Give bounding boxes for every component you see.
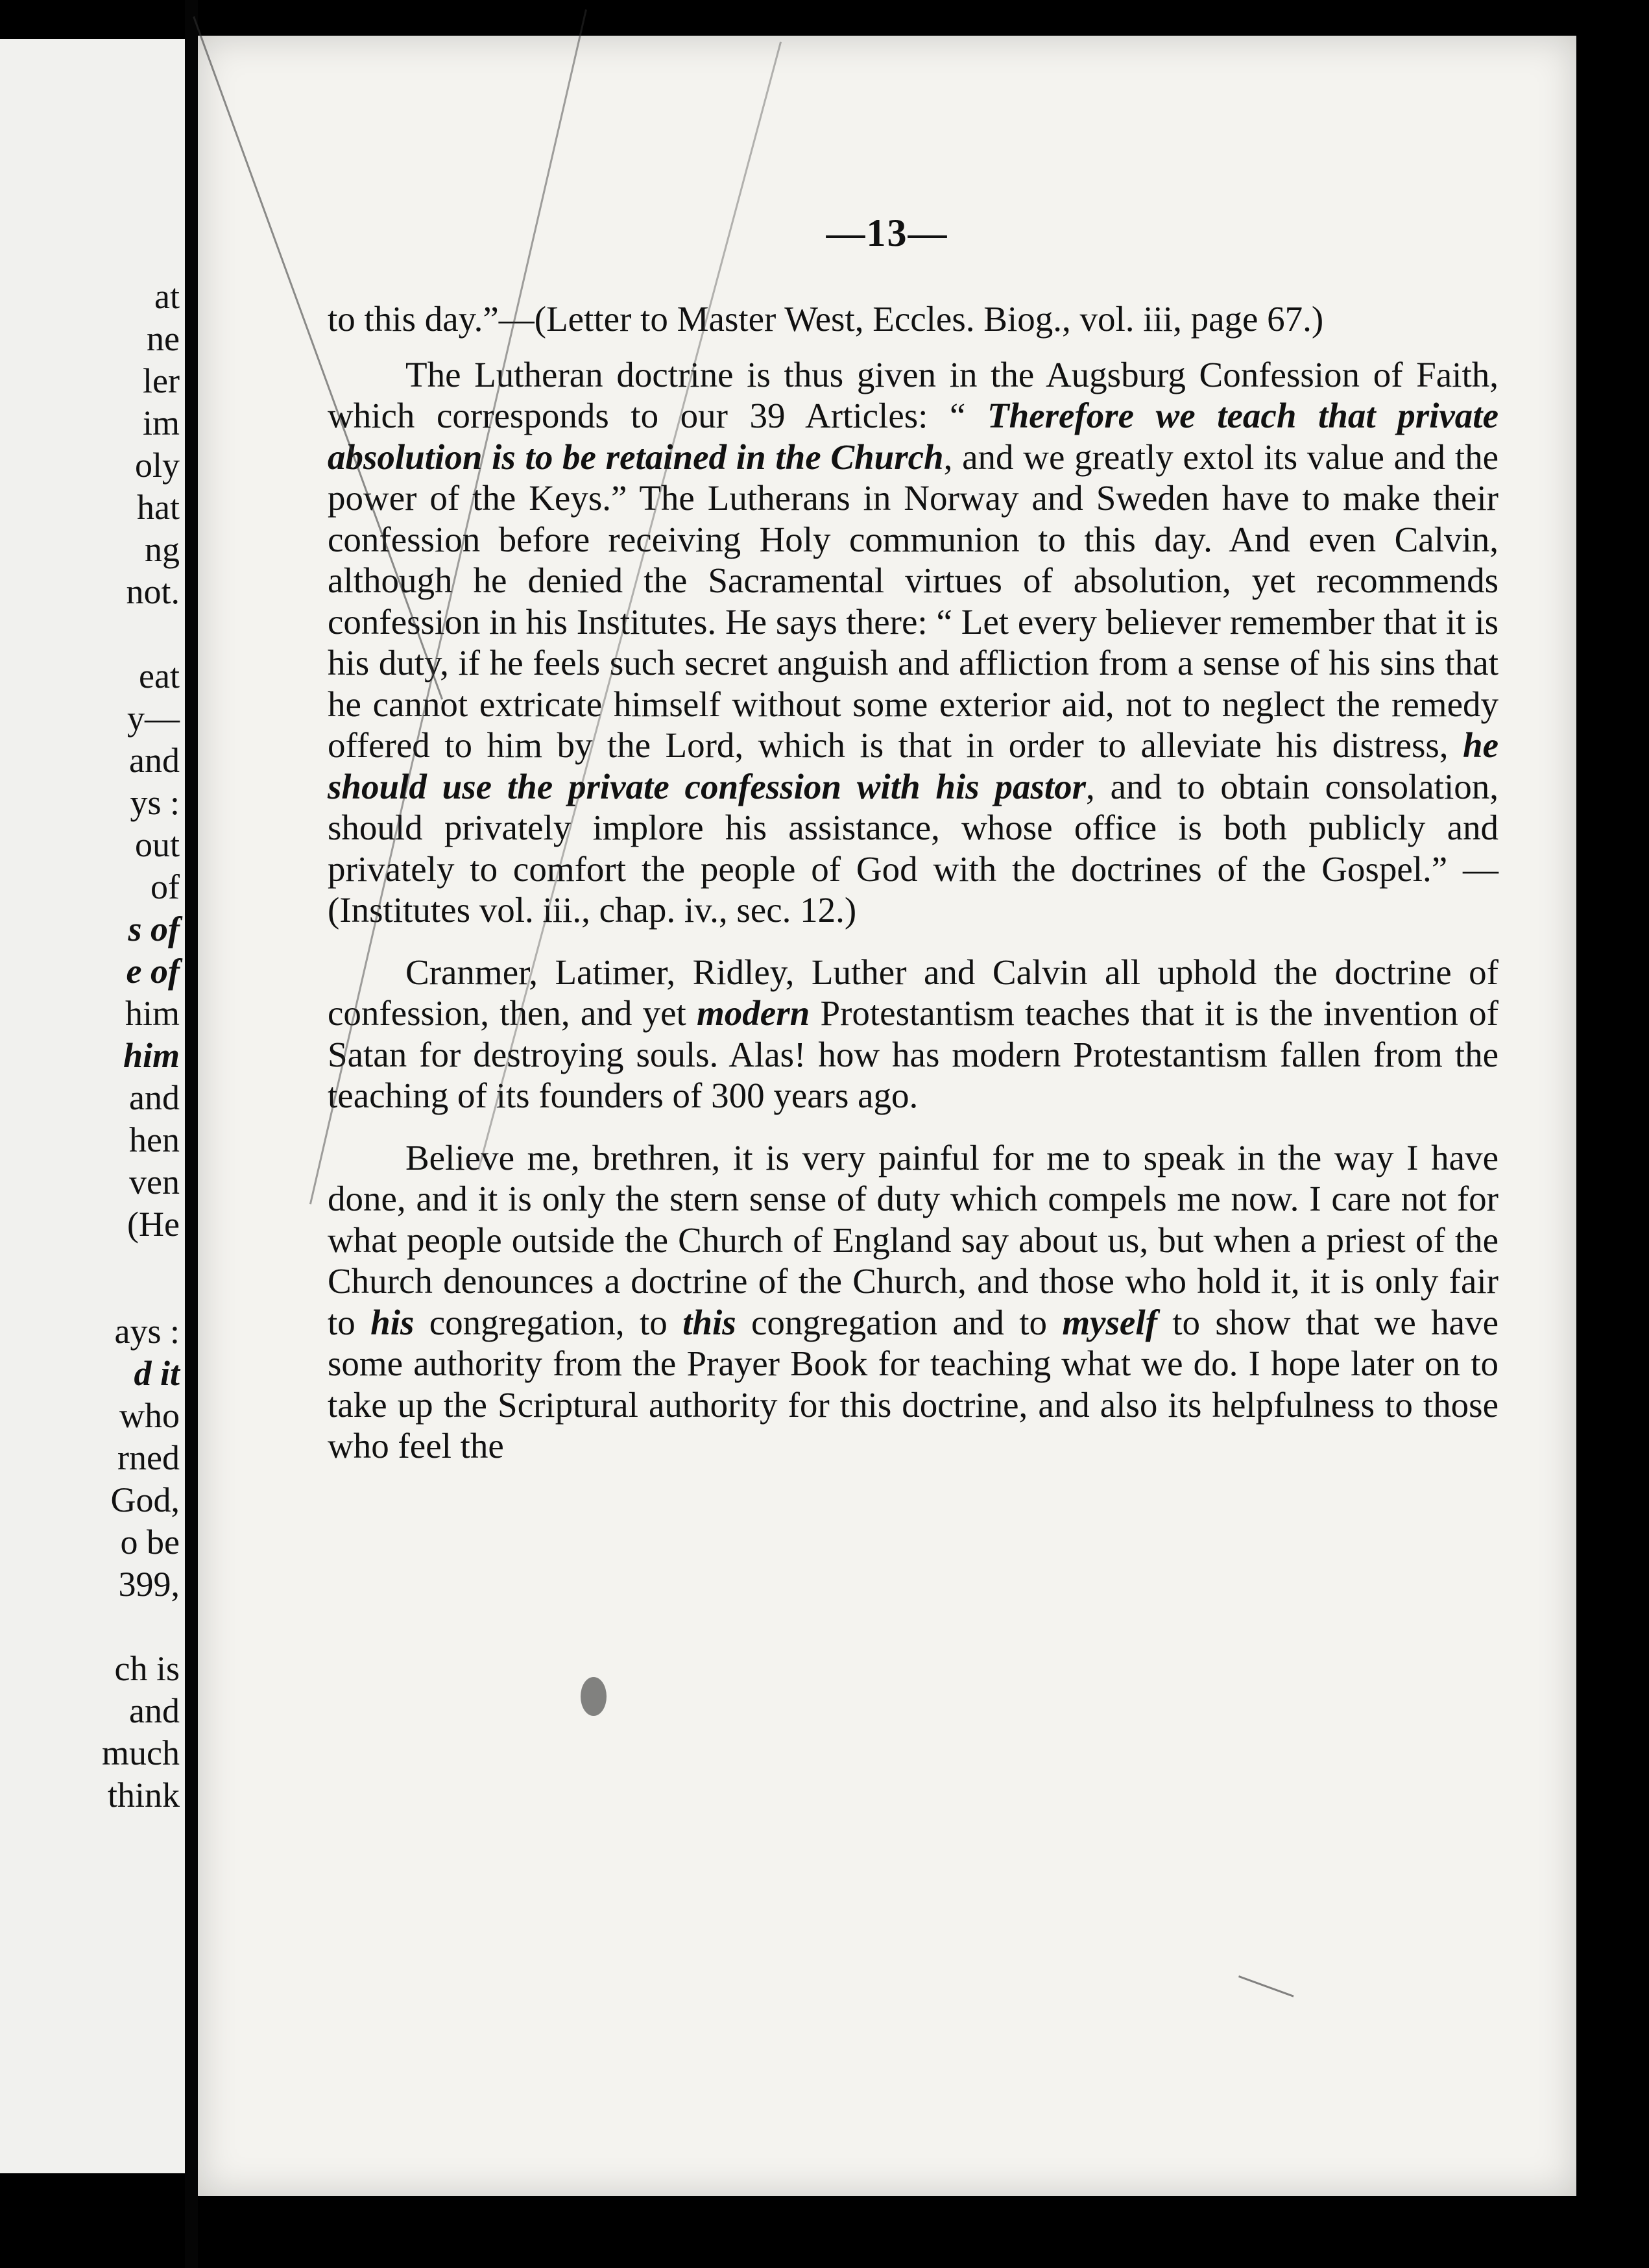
adjacent-line-ending: much xyxy=(102,1733,180,1772)
adjacent-line-ending: o be xyxy=(120,1523,180,1562)
adjacent-line-ending: think xyxy=(107,1776,180,1815)
text-run: Cranmer, Latimer, Ridley, Luther and Calvin all uphold the doctrine of confession, then, and yet xyxy=(328,952,1499,1033)
adjacent-line-ending: God, xyxy=(110,1480,180,1519)
text-run: to show that we have some authority from the Prayer Book for teaching what we do. I hope later on to take up the Scriptural authority for this doctrine, and also its helpfulness to those who feel the xyxy=(328,1302,1499,1466)
italic-text: Therefore we teach that private absolution is to be retained in the Church xyxy=(328,396,1499,477)
text-run: Believe me, brethren, it is very painful for me to speak in the way I have done, and it is only the stern sense of duty which compels me now. I care not for what people outside the Church of England say about us, but when a priest of the Church denounces a doctrine of the Church, and those who hold it, it is only fair to xyxy=(328,1137,1499,1342)
italic-text: myself xyxy=(1062,1302,1157,1342)
adjacent-line-ending: im xyxy=(142,404,180,442)
adjacent-line-ending: (He xyxy=(127,1205,180,1244)
italic-text: his xyxy=(370,1302,415,1342)
adjacent-line-ending: him xyxy=(125,994,180,1033)
adjacent-line-ending: d it xyxy=(134,1354,180,1393)
page-number: —13— xyxy=(826,211,948,254)
text-run: congregation and to xyxy=(736,1302,1063,1342)
adjacent-line-ending: and xyxy=(129,741,180,780)
adjacent-line-ending: out xyxy=(134,825,180,864)
paragraph xyxy=(328,1137,1499,1467)
adjacent-line-ending: s of xyxy=(128,910,180,948)
text-run: congregation, to xyxy=(414,1302,683,1342)
italic-text: modern xyxy=(697,993,810,1033)
text-run: to this day.”—(Letter to Master West, Eccles. Biog., vol. iii, page 67.) xyxy=(328,299,1324,339)
adjacent-line-ending: 399, xyxy=(118,1565,180,1604)
adjacent-page-fragment xyxy=(0,39,185,2173)
italic-text: he should use the private confession with his pastor xyxy=(328,725,1499,806)
adjacent-line-ending: ch is xyxy=(114,1649,180,1688)
page-gutter xyxy=(185,0,198,2268)
adjacent-line-ending: and xyxy=(129,1078,180,1117)
adjacent-line-ending: rned xyxy=(117,1438,180,1477)
adjacent-line-ending: at xyxy=(154,277,180,316)
text-run: , and we greatly extol its value and the power of the Keys.” The Lutherans in Norway and Sweden have to make their confession before receiving Holy communion to this day. And even Calvin, although he denied the Sacramental virtues of absolution, yet recommends confession in his Institutes. He says there: “ Let every believer remember that it is his duty, if he feels such secret anguish and affliction from a sense of his sins that he cannot extricate himself without some exterior aid, not to neglect the remedy offered to him by the Lord, which is that in order to alleviate his distress, xyxy=(328,437,1499,765)
paragraph xyxy=(328,298,1499,340)
adjacent-line-ending: oly xyxy=(134,446,180,485)
text-run: , and to obtain consolation, should privately implore his assistance, whose office is both publicly and privately to comfort the people of God with the doctrines of the Gospel.” — (Institutes vol. iii., chap. iv., sec. 12.) xyxy=(328,766,1499,930)
adjacent-line-ending: eat xyxy=(139,657,180,695)
adjacent-line-ending: who xyxy=(119,1396,180,1435)
pencil-stroke xyxy=(1238,1975,1294,1997)
paragraph xyxy=(328,952,1499,1116)
paragraph xyxy=(328,354,1499,931)
adjacent-line-ending: ays : xyxy=(114,1312,180,1351)
adjacent-line-ending: of xyxy=(150,867,180,906)
adjacent-line-ending: ven xyxy=(129,1163,180,1201)
adjacent-line-ending: hat xyxy=(137,488,180,527)
ink-blot xyxy=(581,1677,607,1716)
adjacent-line-ending: e of xyxy=(126,952,180,991)
text-run: Protestantism teaches that it is the invention of Satan for destroying souls. Alas! how has modern Protestantism fallen from the teaching of its founders of 300 years ago. xyxy=(328,993,1499,1115)
adjacent-line-ending: and xyxy=(129,1691,180,1730)
adjacent-line-ending: ler xyxy=(143,361,180,400)
page xyxy=(198,36,1576,2196)
adjacent-line-ending: y— xyxy=(127,699,180,738)
adjacent-line-ending: him xyxy=(123,1036,180,1075)
body-text xyxy=(328,298,1499,1467)
adjacent-line-ending: not. xyxy=(126,572,180,611)
adjacent-line-ending: ne xyxy=(147,319,180,358)
adjacent-line-ending: hen xyxy=(129,1120,180,1159)
adjacent-line-ending: ng xyxy=(145,530,180,569)
adjacent-line-ending: ys : xyxy=(130,783,180,822)
italic-text: this xyxy=(682,1302,736,1342)
text-run: The Lutheran doctrine is thus given in the Augsburg Confession of Faith, which corresponds to our 39 Articles: “ xyxy=(328,354,1499,435)
